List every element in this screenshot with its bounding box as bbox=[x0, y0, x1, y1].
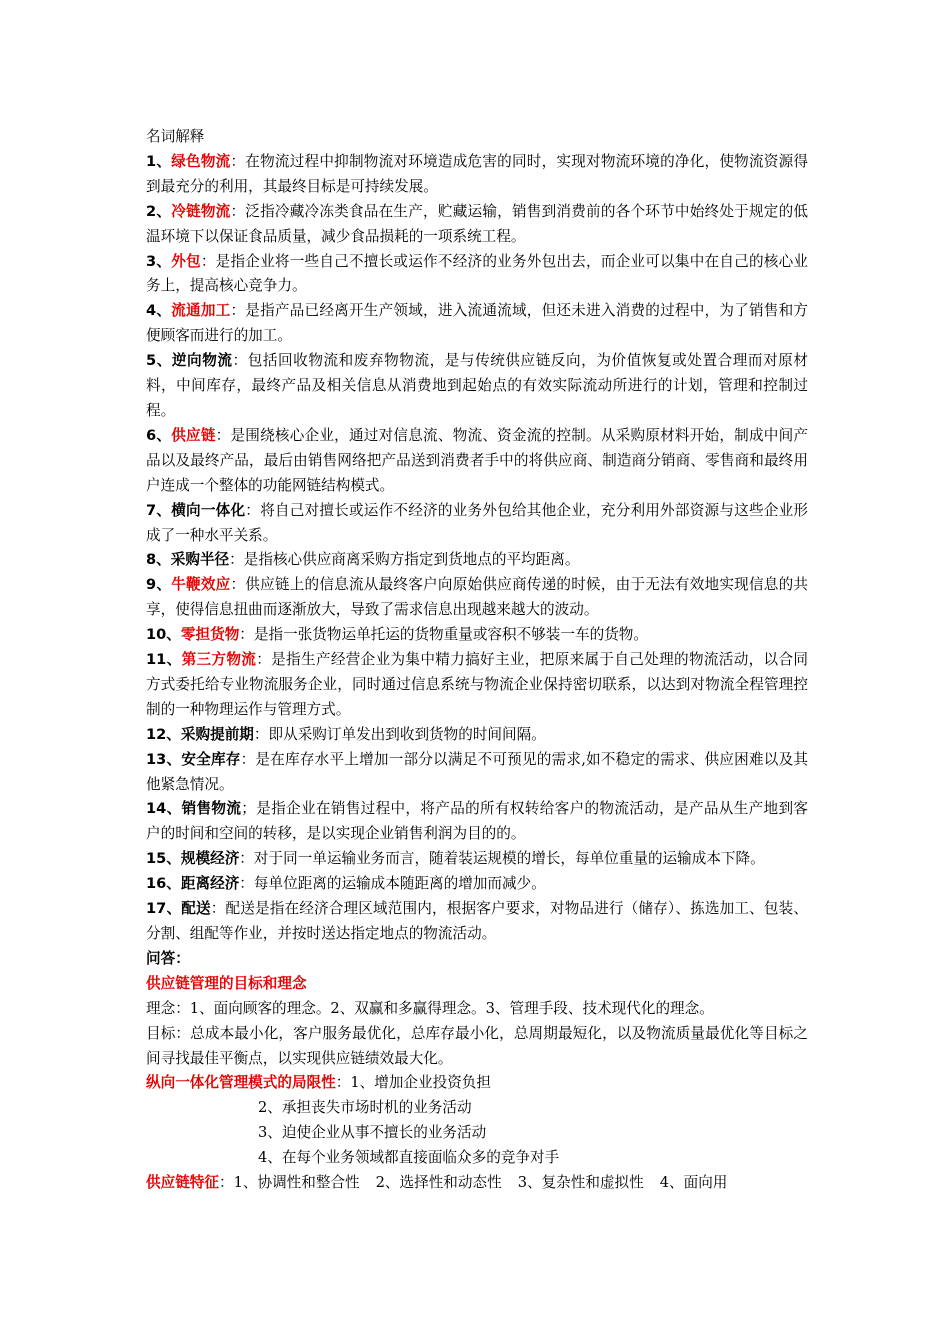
term-name: 外包 bbox=[171, 252, 201, 270]
term-entry: 6、供应链：是围绕核心企业，通过对信息流、物流、资金流的控制。从采购原材料开始，制成中间产品以及最终产品，最后由销售网络把产品送到消费者手中的将供应商、制造商分销商、零售商和最终用户连成一个整体的功能网链结构模式。 bbox=[146, 426, 808, 494]
section-heading-terms: 名词解释 bbox=[146, 128, 205, 145]
term-definition: 对于同一单运输业务而言，随着装运规模的增长，每单位重量的运输成本下降。 bbox=[253, 850, 765, 868]
term-number: 16、 bbox=[146, 875, 181, 893]
feature-item: 1、协调性和整合性 bbox=[233, 1174, 360, 1192]
term-entry: 10、零担货物：是指一张货物运单托运的货物重量或容积不够装一车的货物。 bbox=[146, 626, 648, 644]
term-number: 5、 bbox=[146, 352, 172, 370]
term-number: 6、 bbox=[146, 426, 172, 444]
scm-concept-line: 理念：1、面向顾客的理念。2、双赢和多赢得理念。3、管理手段、技术现代化的理念。 bbox=[146, 999, 714, 1017]
term-number: 4、 bbox=[146, 302, 172, 320]
term-definition: 每单位距离的运输成本随距离的增加而减少。 bbox=[253, 875, 546, 893]
term-definition: 是指生产经营企业为集中精力搞好主业，把原来属于自己处理的物流活动，以合同方式委托给专业物流服务企业，同时通过信息系统与物流企业保持密切联系，以达到对物流全程管理控制的一种物理运作与管理方式。 bbox=[146, 651, 808, 718]
term-name: 第三方物流 bbox=[181, 651, 257, 669]
term-number: 2、 bbox=[146, 202, 172, 220]
term-definition: 供应链上的信息流从最终客户向原始供应商传递的时候，由于无法有效地实现信息的共享，使得信息扭曲而逐渐放大，导致了需求信息出现越来越大的波动。 bbox=[146, 576, 808, 619]
term-definition: 即从采购订单发出到收到货物的时间间隔。 bbox=[268, 725, 546, 743]
term-number: 1、 bbox=[146, 152, 172, 170]
vertical-item: 4、在每个业务领域都直接面临众多的竞争对手 bbox=[258, 1149, 560, 1167]
feature-item: 2、选择性和动态性 bbox=[375, 1174, 502, 1192]
document-page bbox=[146, 125, 808, 1196]
term-name: 规模经济 bbox=[180, 850, 240, 868]
term-name: 采购半径 bbox=[170, 551, 230, 569]
term-definition: 是指产品已经离开生产领域，进入流通流域，但还未进入消费的过程中，为了销售和方便顾客而进行的加工。 bbox=[146, 302, 808, 345]
term-name: 销售物流 bbox=[181, 800, 242, 818]
term-entry: 11、第三方物流：是指生产经营企业为集中精力搞好主业，把原来属于自己处理的物流活动，以合同方式委托给专业物流服务企业，同时通过信息系统与物流企业保持密切联系，以达到对物流全程管理控制的一种物理运作与管理方式。 bbox=[146, 651, 808, 718]
term-definition: 是指一张货物运单托运的货物重量或容积不够装一车的货物。 bbox=[253, 626, 648, 644]
feature-item: 4、面向用 bbox=[659, 1174, 728, 1192]
term-entry: 7、横向一体化：将自己对擅长或运作不经济的业务外包给其他企业，充分利用外部资源与这些企业形成了一种水平关系。 bbox=[146, 501, 808, 544]
section-title-supply-chain-features: 供应链特征 bbox=[146, 1174, 219, 1192]
term-entry: 13、安全库存：是在库存水平上增加一部分以满足不可预见的需求,如不稳定的需求、供应困难以及其他紧急情况。 bbox=[146, 750, 808, 793]
term-definition: 是围绕核心企业，通过对信息流、物流、资金流的控制。从采购原材料开始，制成中间产品以及最终产品，最后由销售网络把产品送到消费者手中的将供应商、制造商分销商、零售商和最终用户连成一个整体的功能网链结构模式。 bbox=[146, 426, 808, 494]
term-entry: 1、绿色物流：在物流过程中抑制物流对环境造成危害的同时，实现对物流环境的净化，使物流资源得到最充分的利用，其最终目标是可持续发展。 bbox=[146, 152, 808, 195]
term-definition: 包括回收物流和废弃物物流，是与传统供应链反向，为价值恢复或处置合理而对原材料，中间库存，最终产品及相关信息从消费地到起始点的有效实际流动所进行的计划，管理和控制过程。 bbox=[146, 352, 808, 419]
term-name: 配送 bbox=[181, 900, 211, 918]
term-number: 7、 bbox=[146, 501, 172, 519]
term-number: 9、 bbox=[146, 576, 172, 594]
term-number: 17、 bbox=[146, 900, 182, 918]
feature-item: 3、复杂性和虚拟性 bbox=[517, 1174, 644, 1192]
term-entry: 17、配送：配送是指在经济合理区域范围内，根据客户要求，对物品进行（储存）、拣选加工、包装、分割、组配等作业，并按时送达指定地点的物流活动。 bbox=[146, 900, 808, 942]
term-name: 逆向物流 bbox=[171, 352, 233, 370]
term-name: 牛鞭效应 bbox=[171, 576, 231, 594]
term-entry: 16、距离经济：每单位距离的运输成本随距离的增加而减少。 bbox=[146, 875, 546, 893]
term-definition: 是在库存水平上增加一部分以满足不可预见的需求,如不稳定的需求、供应困难以及其他紧急情况。 bbox=[146, 750, 808, 793]
term-definition: 泛指冷藏冷冻类食品在生产，贮藏运输，销售到消费前的各个环节中始终处于规定的低温环境下以保证食品质量，减少食品损耗的一项系统工程。 bbox=[146, 202, 808, 245]
section-title-vertical-integration: 纵向一体化管理模式的局限性 bbox=[146, 1074, 336, 1092]
term-definition: 是指企业在销售过程中，将产品的所有权转给客户的物流活动，是产品从生产地到客户的时间和空间的转移，是以实现企业销售利润为目的的。 bbox=[146, 800, 808, 843]
term-number: 13、 bbox=[146, 750, 182, 768]
term-entry: 2、冷链物流：泛指冷藏冷冻类食品在生产，贮藏运输，销售到消费前的各个环节中始终处于规定的低温环境下以保证食品质量，减少食品损耗的一项系统工程。 bbox=[146, 202, 808, 245]
term-definition: 是指企业将一些自己不擅长或运作不经济的业务外包出去，而企业可以集中在自己的核心业务上，提高核心竞争力。 bbox=[146, 252, 808, 295]
term-name: 供应链 bbox=[171, 426, 216, 444]
scm-goal-line: 目标：总成本最小化，客户服务最优化，总库存最小化，总周期最短化，以及物流质量最优化等目标之间寻找最佳平衡点，以实现供应链绩效最大化。 bbox=[146, 1024, 808, 1067]
supply-chain-features-line: 供应链特征：1、协调性和整合性 2、选择性和动态性 3、复杂性和虚拟性 4、面向用 bbox=[146, 1174, 728, 1192]
term-entry: 15、规模经济：对于同一单运输业务而言，随着装运规模的增长，每单位重量的运输成本下降。 bbox=[146, 850, 765, 868]
term-number: 12、 bbox=[146, 725, 181, 743]
term-definition: 配送是指在经济合理区域范围内，根据客户要求，对物品进行（储存）、拣选加工、包装、分割、组配等作业，并按时送达指定地点的物流活动。 bbox=[146, 900, 808, 942]
qa-heading: 问答： bbox=[146, 949, 190, 967]
term-number: 11、 bbox=[146, 651, 182, 669]
term-name: 冷链物流 bbox=[171, 202, 231, 220]
term-definition: 是指核心供应商离采购方指定到货地点的平均距离。 bbox=[243, 551, 580, 569]
vertical-item: 3、迫使企业从事不擅长的业务活动 bbox=[258, 1124, 487, 1142]
term-name: 采购提前期 bbox=[180, 725, 254, 743]
term-entry: 14、销售物流；是指企业在销售过程中，将产品的所有权转给客户的物流活动，是产品从生产地到客户的时间和空间的转移，是以实现企业销售利润为目的的。 bbox=[146, 800, 808, 843]
vertical-item: 2、承担丧失市场时机的业务活动 bbox=[258, 1099, 472, 1117]
term-name: 流通加工 bbox=[171, 302, 231, 320]
term-entry: 3、外包：是指企业将一些自己不擅长或运作不经济的业务外包出去，而企业可以集中在自己的核心业务上，提高核心竞争力。 bbox=[146, 252, 808, 295]
term-name: 安全库存 bbox=[181, 750, 241, 768]
vertical-item: 1、增加企业投资负担 bbox=[350, 1074, 491, 1092]
term-name: 零担货物 bbox=[180, 626, 240, 644]
term-entry: 5、逆向物流：包括回收物流和废弃物物流，是与传统供应链反向，为价值恢复或处置合理而对原材料，中间库存，最终产品及相关信息从消费地到起始点的有效实际流动所进行的计划，管理和控制过程。 bbox=[146, 352, 808, 419]
term-entry: 9、牛鞭效应：供应链上的信息流从最终客户向原始供应商传递的时候，由于无法有效地实现信息的共享，使得信息扭曲而逐渐放大，导致了需求信息出现越来越大的波动。 bbox=[146, 576, 808, 619]
term-name: 横向一体化 bbox=[171, 501, 246, 519]
term-entry: 8、采购半径：是指核心供应商离采购方指定到货地点的平均距离。 bbox=[146, 551, 580, 569]
term-definition: 在物流过程中抑制物流对环境造成危害的同时，实现对物流环境的净化，使物流资源得到最充分的利用，其最终目标是可持续发展。 bbox=[146, 152, 808, 195]
term-number: 15、 bbox=[146, 850, 181, 868]
term-definition: 将自己对擅长或运作不经济的业务外包给其他企业，充分利用外部资源与这些企业形成了一种水平关系。 bbox=[146, 501, 808, 544]
vertical-integration-line: 纵向一体化管理模式的局限性：1、增加企业投资负担 bbox=[146, 1074, 491, 1092]
term-number: 8、 bbox=[146, 551, 171, 569]
term-entry: 4、流通加工：是指产品已经离开生产领域，进入流通流域，但还未进入消费的过程中，为了销售和方便顾客而进行的加工。 bbox=[146, 302, 808, 345]
term-number: 3、 bbox=[146, 252, 172, 270]
term-number: 14、 bbox=[146, 800, 182, 818]
term-entry: 12、采购提前期：即从采购订单发出到收到货物的时间间隔。 bbox=[146, 725, 546, 743]
term-name: 距离经济 bbox=[180, 875, 240, 893]
section-title-scm-goals: 供应链管理的目标和理念 bbox=[146, 974, 307, 992]
term-name: 绿色物流 bbox=[171, 152, 231, 170]
term-number: 10、 bbox=[146, 626, 181, 644]
terms-list bbox=[146, 150, 808, 947]
